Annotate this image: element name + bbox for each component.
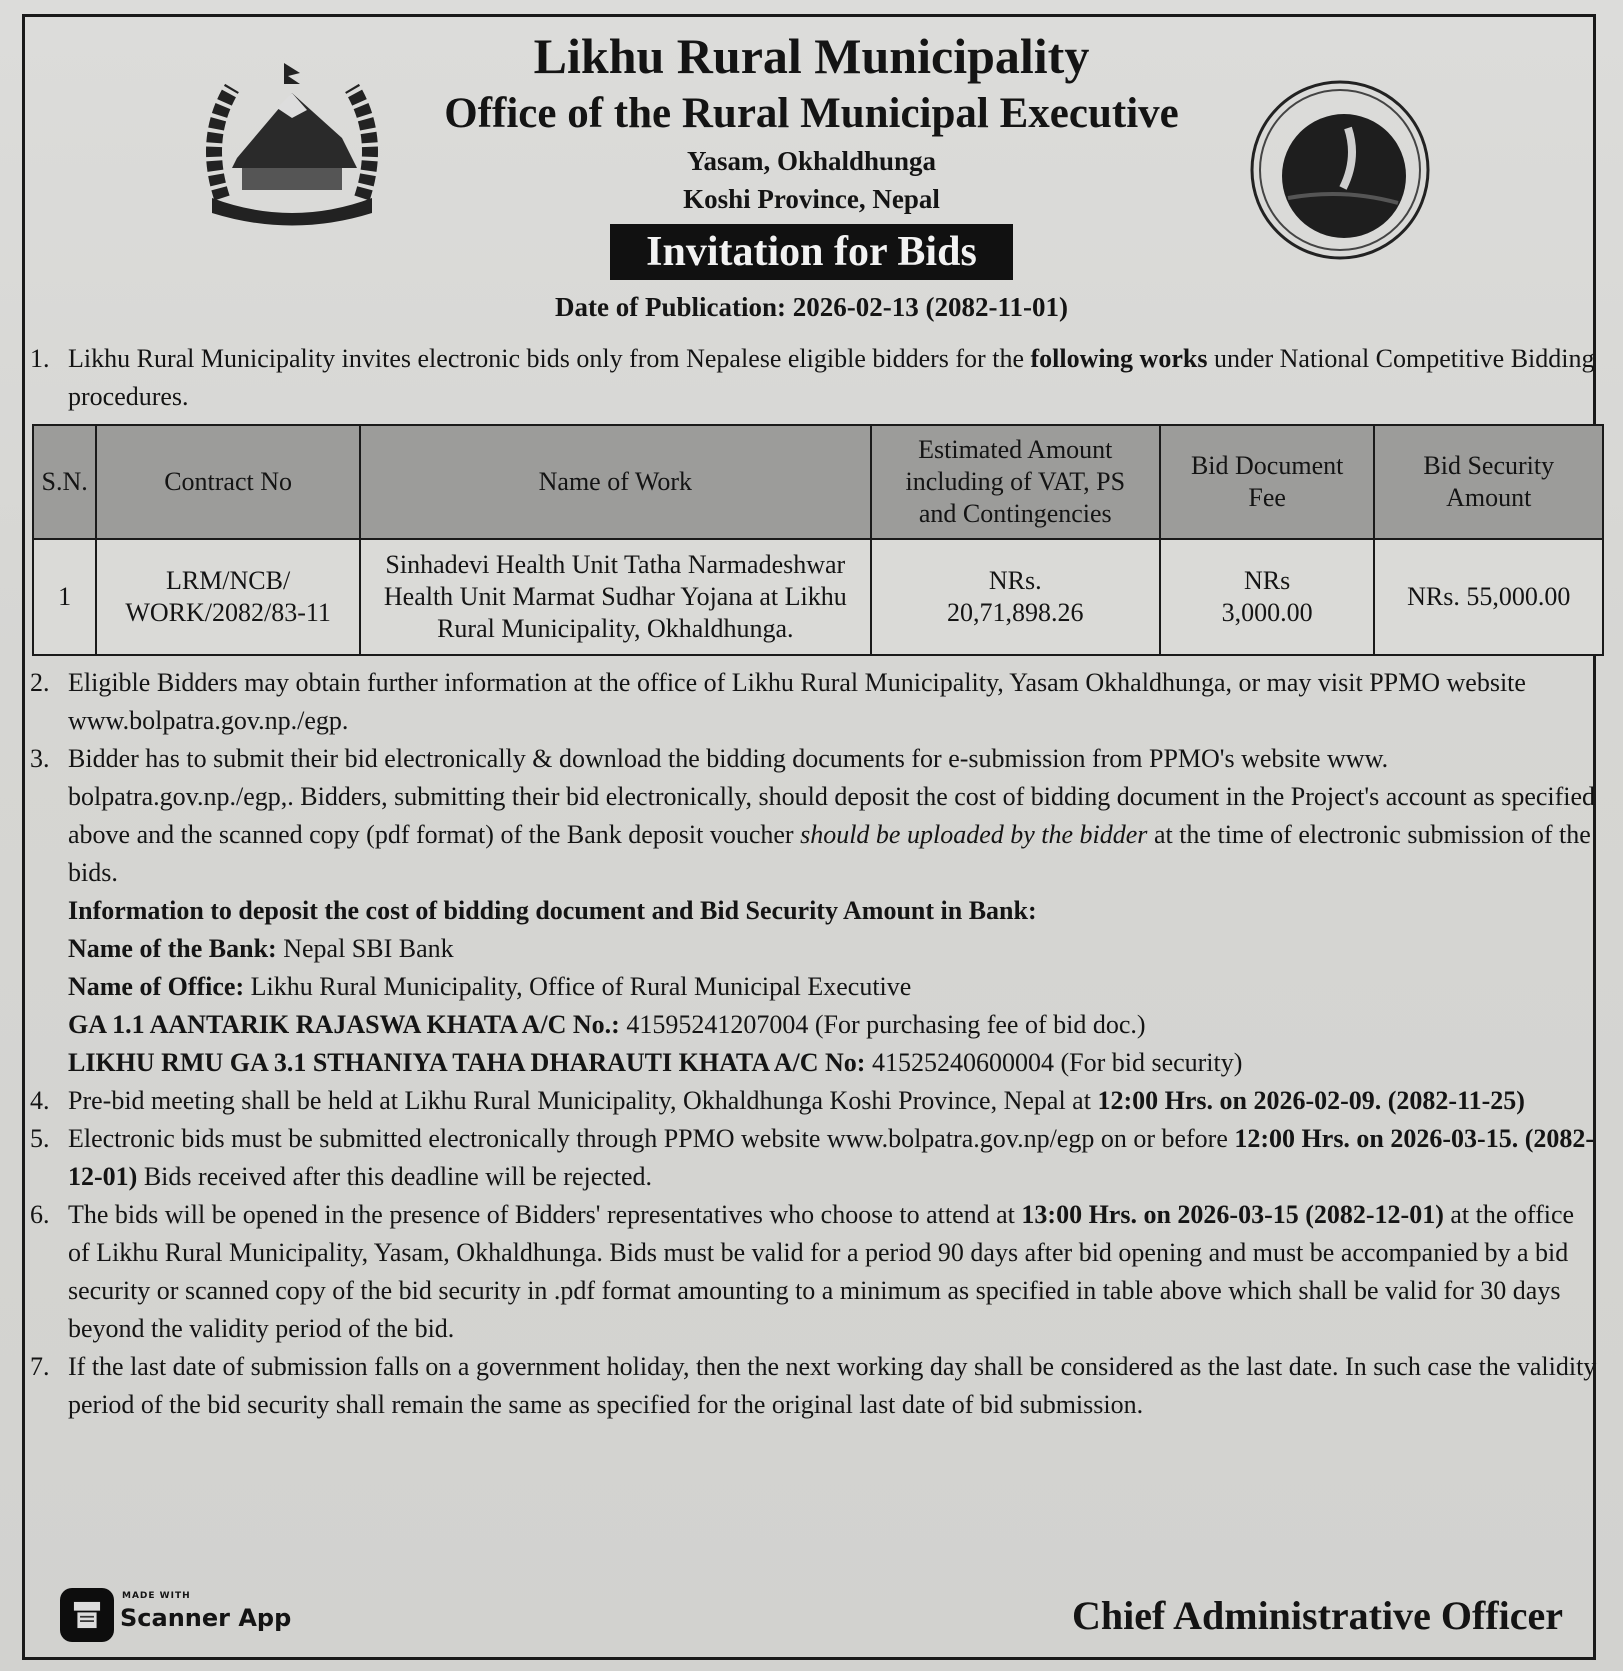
col-estimated-amount: Estimated Amount including of VAT, PS and Contingencies [871,425,1160,539]
paragraph-bold: 12:00 Hrs. on 2026-02-09. (2082-11-25) [1097,1086,1525,1115]
table-header-row [33,425,1603,539]
paragraph-number: 5. [30,1124,50,1153]
paragraph-text: under National Competitive Bidding procedures. [68,344,1595,411]
paragraph-5 [30,1120,1600,1196]
paragraph-text: Electronic bids must be submitted electronically through PPMO website www.bolpatra.gov.np/egp on or before [68,1124,1235,1153]
paragraph-text: Bidder has to submit their bid electronically & download the bidding documents for e-submission from PPMO's website www. bolpatra.gov.np./egp,. Bidders, submitting their bid electronically, should deposit the cost of bidding document in the Project's account as specified above and the scanned copy (pdf format) of the Bank deposit voucher [68,744,1596,849]
org-name: Likhu Rural Municipality [533,28,1090,84]
paragraph-text: Bids received after this deadline will be rejected. [137,1162,653,1191]
cell-name-of-work: Sinhadevi Health Unit Tatha Narmadeshwar Health Unit Marmat Sudhar Yojana at Likhu Rural Municipality, Okhaldhunga. [360,539,871,655]
paragraph-number: 4. [30,1086,50,1115]
col-sn: S.N. [33,425,96,539]
paragraph-number: 2. [30,668,50,697]
paragraph-bold: 12:00 Hrs. on 2026-03-15. (2082-12-01) [68,1124,1595,1191]
works-table [32,424,1604,656]
paragraph-text: The bids will be opened in the presence of Bidders' representatives who choose to attend at [68,1200,1022,1229]
paragraph-text: Likhu Rural Municipality invites electronic bids only from Nepalese eligible bidders for the [68,344,1031,373]
address-line-1: Yasam, Okhaldhunga [686,146,937,176]
col-bid-doc-fee: Bid Document Fee [1160,425,1375,539]
cell-sn: 1 [33,539,96,655]
notice-body [30,340,1600,1424]
account-1-line: GA 1.1 AANTARIK RAJASWA KHATA A/C No.: 41595241207004 (For purchasing fee of bid doc.) [68,1010,1146,1039]
col-name-of-work: Name of Work [360,425,871,539]
office-name: Office of the Rural Municipal Executive [444,90,1179,137]
paragraph-text: at the time of electronic submission of the bids. [68,820,1591,887]
watermark-app-name: Scanner App [120,1604,292,1632]
paragraph-2 [30,664,1600,740]
paragraph-number: 3. [30,744,50,773]
notice-title: Invitation for Bids [610,224,1013,280]
bank-info [30,892,1600,1082]
scanner-app-logo-icon [60,1588,114,1642]
account-2-line: LIKHU RMU GA 3.1 STHANIYA TAHA DHARAUTI KHATA A/C No: 41525240600004 (For bid security) [68,1048,1243,1077]
cell-contract-no: LRM/NCB/ WORK/2082/83-11 [96,539,360,655]
paragraph-1 [30,340,1600,416]
paragraph-3 [30,740,1600,892]
paragraph-italic: should be uploaded by the bidder [800,820,1148,849]
paragraph-4 [30,1082,1600,1120]
table-row [33,539,1603,655]
paragraph-text: Pre-bid meeting shall be held at Likhu Rural Municipality, Okhaldhunga Koshi Province, Nepal at [68,1086,1098,1115]
paragraph-number: 7. [30,1352,50,1381]
bank-info-heading: Information to deposit the cost of bidding document and Bid Security Amount in Bank: [68,896,1037,925]
scanner-app-watermark [60,1588,292,1644]
paragraph-bold: 13:00 Hrs. on 2026-03-15 (2082-12-01) [1021,1200,1444,1229]
col-contract-no: Contract No [96,425,360,539]
col-bid-security: Bid Security Amount [1374,425,1603,539]
notice-header [0,26,1623,324]
paragraph-bold: following works [1030,344,1208,373]
cell-estimated-amount: NRs. 20,71,898.26 [871,539,1160,655]
watermark-made-with: MADE WITH [122,1591,191,1601]
cell-bid-security: NRs. 55,000.00 [1374,539,1603,655]
address-line-2: Koshi Province, Nepal [683,184,940,214]
bank-name-line: Name of the Bank: Nepal SBI Bank [68,934,454,963]
paragraph-7 [30,1348,1600,1424]
paragraph-text: at the office of Likhu Rural Municipality, Yasam, Okhaldhunga. Bids must be valid for a period 90 days after bid opening and must be accompanied by a bid security or scanned copy of the bid security in .pdf format amounting to a minimum as specified in table above which shall be valid for 30 days beyond the validity period of the bid. [68,1200,1575,1343]
paragraph-number: 1. [30,344,50,373]
paragraph-6 [30,1196,1600,1348]
cell-bid-doc-fee: NRs 3,000.00 [1160,539,1375,655]
paragraph-text: If the last date of submission falls on a government holiday, then the next working day shall be considered as the last date. In such case the validity period of the bid security shall remain the same as specified for the original last date of bid submission. [68,1352,1597,1419]
paragraph-text: Eligible Bidders may obtain further information at the office of Likhu Rural Municipality, Yasam Okhaldhunga, or may visit PPMO website www.bolpatra.gov.np./egp. [68,668,1526,735]
paragraph-number: 6. [30,1200,50,1229]
publication-date: Date of Publication: 2026-02-13 (2082-11-01) [555,292,1068,322]
office-name-line: Name of Office: Likhu Rural Municipality, Office of Rural Municipal Executive [68,972,912,1001]
signature-title: Chief Administrative Officer [1072,1593,1563,1638]
